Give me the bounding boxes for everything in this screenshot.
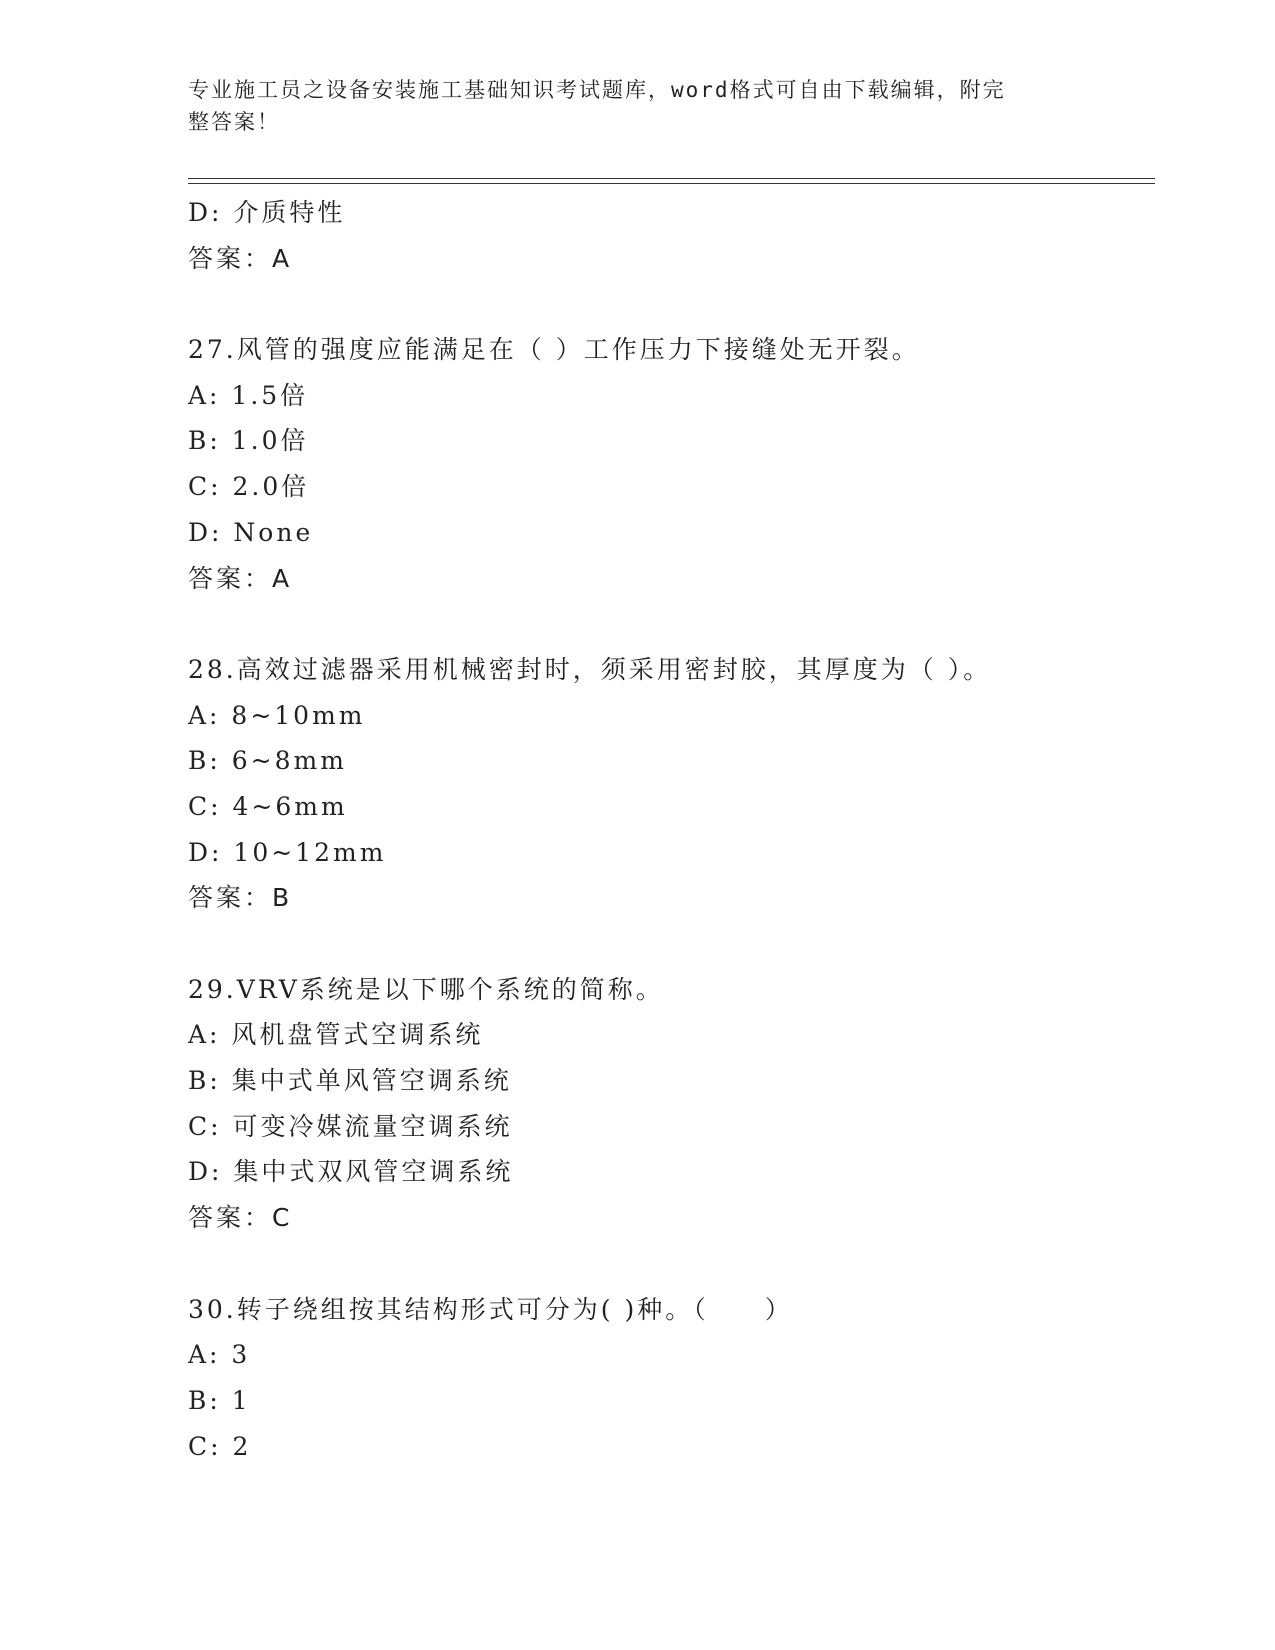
option-a: A: 8~10mm [188, 700, 366, 730]
header-rule-bottom [188, 183, 1155, 184]
option-d: D: 介质特性 [188, 198, 346, 227]
header-line-2: 整答案！ [188, 110, 280, 134]
option-c: C: 2.0倍 [188, 472, 310, 502]
question-29: 29.VRV系统是以下哪个系统的简称。 [188, 974, 664, 1004]
option-d: D: None [188, 517, 314, 547]
question-30: 30.转子绕组按其结构形式可分为( )种。（ ） [188, 1294, 793, 1324]
option-d: D: 10~12mm [188, 837, 387, 867]
option-c: C: 可变冷媒流量空调系统 [188, 1111, 513, 1141]
option-c: C: 2 [188, 1431, 252, 1461]
question-28: 28.高效过滤器采用机械密封时，须采用密封胶，其厚度为（ ）。 [188, 654, 992, 684]
option-b: B: 1 [188, 1385, 251, 1415]
question-list [188, 190, 1148, 1469]
header-line-1: 专业施工员之设备安装施工基础知识考试题库，word格式可自由下载编辑，附完 [188, 78, 1006, 102]
option-d: D: 集中式双风管空调系统 [188, 1157, 514, 1187]
option-a: A: 1.5倍 [188, 380, 309, 410]
answer-line: 答案：B [188, 883, 293, 913]
option-a: A: 3 [188, 1340, 251, 1370]
option-b: B: 6~8mm [188, 746, 347, 776]
header-rule-top [188, 178, 1155, 179]
question-27: 27.风管的强度应能满足在（ ）工作压力下接缝处无开裂。 [188, 335, 920, 365]
option-b: B: 集中式单风管空调系统 [188, 1066, 512, 1096]
answer-line: 答案：A [188, 243, 293, 273]
option-a: A: 风机盘管式空调系统 [188, 1020, 484, 1050]
answer-line: 答案：C [188, 1203, 293, 1233]
option-b: B: 1.0倍 [188, 426, 309, 456]
document-header [188, 74, 1068, 138]
option-c: C: 4~6mm [188, 791, 348, 821]
answer-line: 答案：A [188, 563, 293, 593]
